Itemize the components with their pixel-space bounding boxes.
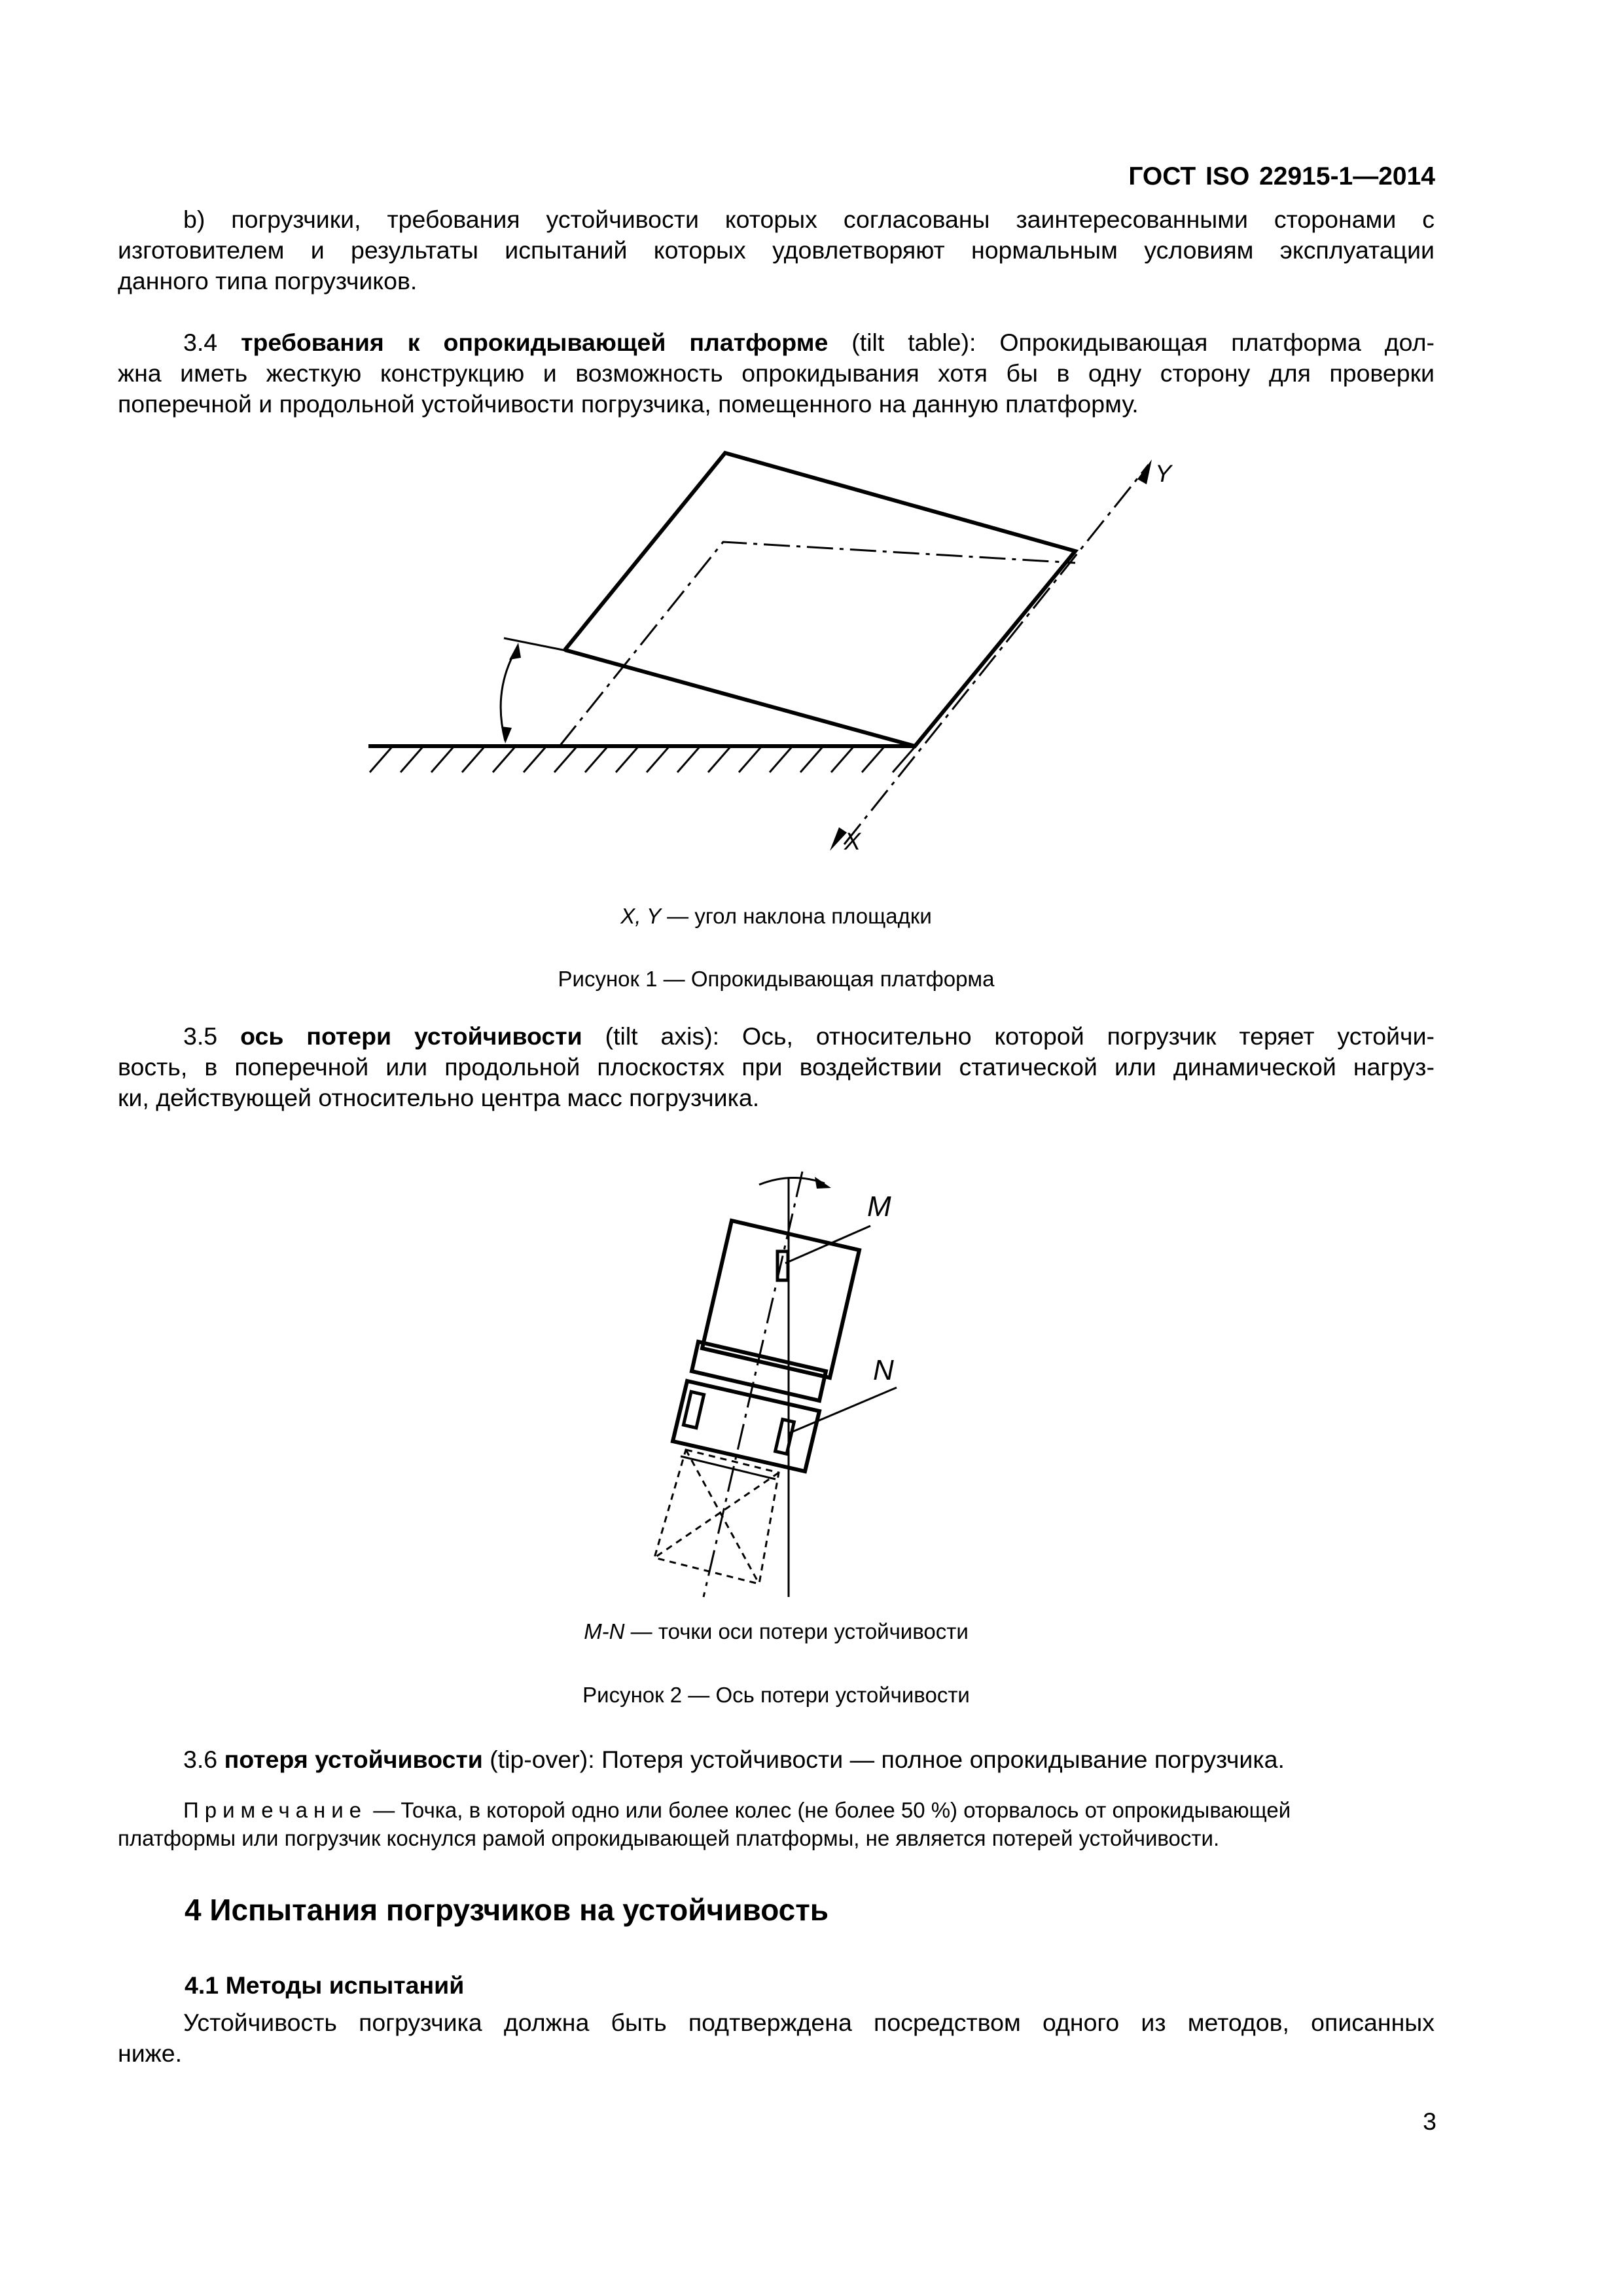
legend-symbol: X, Y (620, 904, 661, 928)
clause-text: Опрокидывающая платформа дол- (999, 329, 1435, 356)
truck-mast (654, 1450, 779, 1584)
note-line-1 (118, 1796, 1435, 1824)
section-title: Методы испытаний (225, 1971, 465, 1999)
note-label: Примечание (183, 1798, 368, 1822)
section-number: 4.1 (185, 1971, 219, 1999)
page-number: 3 (1423, 2108, 1436, 2135)
legend-text: — точки оси потери устойчивости (630, 1619, 969, 1643)
clause-text: Ось, относительно которой погрузчик теряет устойчи- (742, 1022, 1435, 1050)
clause-english-term: (tilt axis): (605, 1022, 720, 1050)
truck-body (702, 1221, 859, 1378)
section-4-heading (185, 1892, 829, 1928)
clause-term: потеря устойчивости (224, 1746, 483, 1773)
note-text: — Точка, в которой одно или более колес (не более 50 %) оторвалось от опрокидывающей (373, 1798, 1291, 1822)
clause-3-5-line-2: вость, в поперечной или продольной плоскостях при воздействии статической или динамической нагруз- (118, 1053, 1435, 1081)
document-code: ГОСТ ISO 22915-1—2014 (1128, 162, 1435, 190)
section-4-1-line-1: Устойчивость погрузчика должна быть подтверждена посредством одного из методов, описанных (183, 2009, 1435, 2036)
section-4-1-heading (185, 1970, 464, 2001)
item-b-line-1: b) погрузчики, требования устойчивости которых согласованы заинтересованными сторонами с (183, 206, 1435, 233)
clause-english-term: (tilt table): (851, 329, 976, 356)
clause-3-6 (183, 1744, 1285, 1775)
figure-2-legend (118, 1619, 1435, 1645)
clause-number: 3.6 (183, 1746, 218, 1773)
clause-english-term: (tip-over): (490, 1746, 595, 1773)
section-4-1-body (118, 2007, 1435, 2069)
axis-label-y: Y (1155, 459, 1172, 487)
wheel-left (683, 1391, 704, 1427)
note-line-2: платформы или погрузчик коснулся рамой опрокидывающей платформы, не является потерей устойчивости. (118, 1826, 1220, 1850)
tilt-axis-line (704, 1172, 802, 1597)
clause-text: Потеря устойчивости — полное опрокидывание погрузчика. (601, 1746, 1285, 1773)
clause-3-4-line-2: жна иметь жесткую конструкцию и возможность опрокидывания хотя бы в одну сторону для проверки (118, 359, 1435, 387)
item-b-line-3: данного типа погрузчиков. (118, 267, 418, 295)
clause-3-4-line-3: поперечной и продольной устойчивости погрузчика, помещенного на данную платформу. (118, 390, 1139, 418)
figure-2-caption: Рисунок 2 — Ось потери устойчивости (582, 1683, 970, 1707)
figure-1-caption: Рисунок 1 — Опрокидывающая платформа (558, 967, 995, 991)
axis-label-x: X (844, 827, 861, 855)
legend-symbol: M-N (584, 1619, 625, 1643)
clause-3-5-line-3: ки, действующей относительно центра масс погрузчика. (118, 1084, 760, 1111)
marker-n (776, 1420, 794, 1454)
item-b-line-2: изготовителем и результаты испытаний которых удовлетворяют нормальным условиям эксплуатации (118, 236, 1435, 264)
figure-2-label-n: N (873, 1354, 894, 1386)
clause-term: требования к опрокидывающей платформе (241, 329, 829, 356)
clause-number: 3.4 (183, 329, 218, 356)
section-4-1-line-2: ниже. (118, 2039, 183, 2067)
figure-2-label-m: M (867, 1191, 891, 1223)
note (118, 1796, 1435, 1852)
legend-text: — угол наклона площадки (667, 904, 932, 928)
clause-term: ось потери устойчивости (240, 1022, 582, 1050)
section-title: Испытания погрузчиков на устойчивость (209, 1893, 829, 1927)
leader-n (789, 1388, 897, 1433)
rotation-arrow-head (815, 1177, 831, 1189)
rotation-arc (759, 1177, 825, 1185)
clause-number: 3.5 (183, 1022, 218, 1050)
section-number: 4 (185, 1893, 202, 1927)
